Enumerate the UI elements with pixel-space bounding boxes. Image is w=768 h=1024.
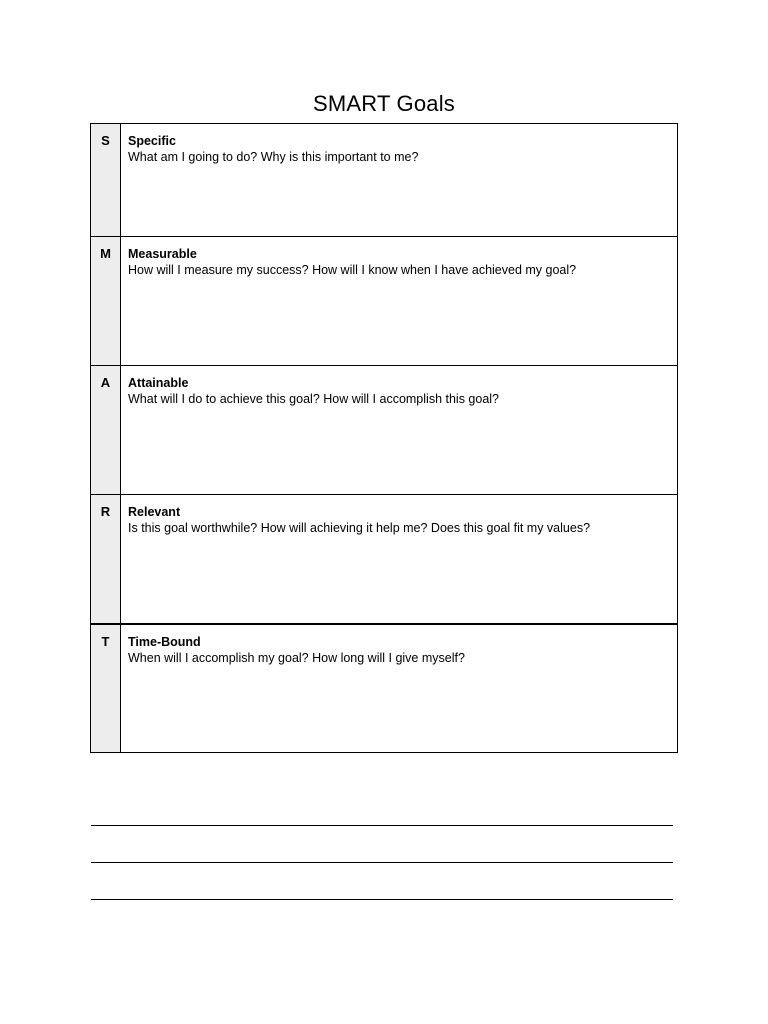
row-heading: Time-Bound <box>128 635 201 649</box>
smart-row-relevant <box>91 494 677 623</box>
row-content[interactable] <box>121 625 677 752</box>
smart-row-measurable <box>91 236 677 365</box>
writing-line[interactable] <box>91 825 673 826</box>
row-letter: M <box>91 237 121 365</box>
row-heading: Attainable <box>128 376 189 390</box>
row-prompt: Is this goal worthwhile? How will achieving it help me? Does this goal fit my values? <box>128 521 591 535</box>
row-heading: Measurable <box>128 247 197 261</box>
row-content[interactable] <box>121 495 677 623</box>
row-letter: R <box>91 495 121 623</box>
row-letter: S <box>91 124 121 236</box>
row-prompt: How will I measure my success? How will I know when I have achieved my goal? <box>128 263 577 277</box>
row-heading: Specific <box>128 134 176 148</box>
writing-line[interactable] <box>91 899 673 900</box>
row-prompt: What will I do to achieve this goal? How will I accomplish this goal? <box>128 392 500 406</box>
smart-row-time-bound <box>91 623 677 752</box>
row-letter: T <box>91 625 121 752</box>
smart-goals-table <box>90 123 678 753</box>
row-prompt: When will I accomplish my goal? How long will I give myself? <box>128 651 465 665</box>
row-content[interactable] <box>121 237 677 365</box>
row-heading: Relevant <box>128 505 181 519</box>
row-content[interactable] <box>121 366 677 494</box>
row-prompt: What am I going to do? Why is this important to me? <box>128 150 419 164</box>
smart-row-attainable <box>91 365 677 494</box>
page-title: SMART Goals <box>313 91 455 116</box>
writing-line[interactable] <box>91 862 673 863</box>
row-content[interactable] <box>121 124 677 236</box>
smart-row-specific <box>91 124 677 236</box>
row-letter: A <box>91 366 121 494</box>
